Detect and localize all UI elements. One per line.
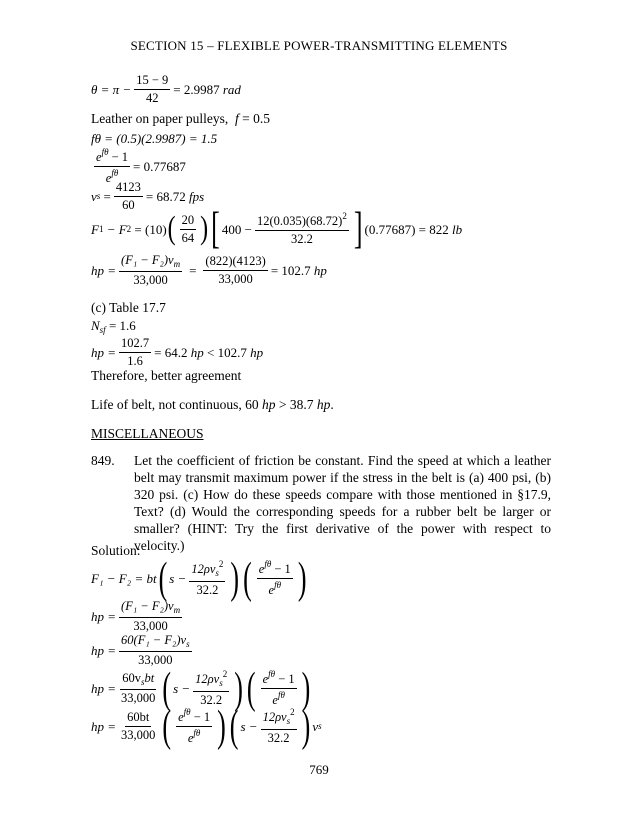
equation-exp-ratio: $\frac{e^{f\theta} - 1}{e^{f\theta}}$ = 0.77687 [96, 147, 186, 186]
fraction: $\frac{e^{f\theta} - 1}{e^{f\theta}}$ [262, 669, 295, 708]
fraction: $\frac{102.7}{1.6}$ [121, 336, 150, 369]
problem-number: 849. [91, 453, 115, 468]
eq-lhs: θ = π − [91, 82, 132, 98]
text-solution: Solution: [91, 543, 141, 558]
equation-f1-f2: F 1 − F 2 = (10) ( $\frac{20}{64}$ ) [ 400 − $\frac{12(0.035)(68.72)^2}{32.2}$ ] (0.77687) = 822 lb [91, 203, 463, 253]
fraction: $\frac{e^{f\theta} - 1}{e^{f\theta}}$ [258, 559, 291, 598]
section-header: SECTION 15 – FLEXIBLE POWER-TRANSMITTING ELEMENTS [130, 38, 508, 53]
equation-solution-1: F₁ − F₂ = bt ( s − $\frac{12\rho v_s^2}{32.2}$ ) ( $\frac{e^{f\theta} - 1}{e^{f\theta}}$ ) [91, 553, 307, 603]
fraction: $\frac{(F_1 - F_2)v_m}{33,000}$ [121, 599, 181, 634]
fraction: $\frac{(F_1 - F_2)v_m}{33,000}$ [121, 253, 181, 288]
equation-theta: θ = π − $\frac{15 - 9}{42}$ = 2.9987 rad [91, 73, 241, 106]
equation-hp-table: hp = $\frac{102.7}{1.6}$ = 64.2 hp < 102.7 hp [91, 336, 264, 369]
fraction: $\frac{60v_sbt}{33,000}$ [121, 670, 156, 706]
fraction: $\frac{e^{f\theta} - 1}{e^{f\theta}}$ [178, 707, 211, 746]
fraction: $\frac{e^{f\theta} - 1}{e^{f\theta}}$ [96, 147, 129, 186]
fraction: $\frac{20}{64}$ [181, 212, 195, 245]
problem-text: Let the coefficient of friction be constant. Find the speed at which a leather belt may transmit maximum power if the stress in the belt is (a) 400 psi, (b) 320 psi. (c) How do these speeds compare with those mentioned in §17.9, Text? (d) Would the corresponding speeds for a rubber belt be larger or smaller? (HINT: Try the first derivative of the power with respect to velocity.) [134, 453, 551, 553]
text-life: Life of belt, not continuous, 60 hp > 38.7 hp. [91, 397, 334, 412]
text-part-c: (c) Table 17.7 [91, 300, 166, 315]
fraction: $\frac{(822)(4123)}{33,000}$ [205, 254, 266, 287]
equation-solution-5: hp = $\frac{60bt}{33,000}$ ( $\frac{e^{f\theta} - 1}{e^{f\theta}}$ ) ( s − $\frac{12\rho v_s^2}{32.2}$ ) v s [91, 701, 322, 751]
equation-solution-3: hp = $\frac{60(F_1 - F_2)v_s}{33,000}$ [91, 633, 190, 668]
fraction: $\frac{12(0.035)(68.72)^2}{32.2}$ [256, 211, 347, 247]
text-therefore: Therefore, better agreement [91, 368, 242, 383]
heading-miscellaneous: MISCELLANEOUS [91, 426, 204, 441]
equation-hp-result: hp = $\frac{(F_1 - F_2)v_m}{33,000}$ = $\frac{(822)(4123)}{33,000}$ = 102.7 hp [91, 253, 327, 288]
equation-solution-4: hp = $\frac{60v_sbt}{33,000}$ ( s − $\frac{12\rho v_s^2}{32.2}$ ) ( $\frac{e^{f\theta} - 1}{e^{f\theta}}$ ) [91, 663, 311, 713]
fraction: $\frac{12\rho v_s^2}{32.2}$ [195, 669, 228, 707]
equation-solution-2: hp = $\frac{(F_1 - F_2)v_m}{33,000}$ [91, 599, 181, 634]
equation-nsf: $N_{sf} = 1.6$ [91, 318, 136, 335]
problem-849 [91, 452, 551, 554]
fraction: $\frac{12\rho v_s^2}{32.2}$ [191, 559, 224, 597]
fraction: $\frac{60bt}{33,000}$ [121, 710, 156, 743]
fraction: $\frac{12\rho v_s^2}{32.2}$ [262, 707, 295, 745]
page-number: 769 [309, 762, 329, 777]
equation-ftheta: fθ = (0.5)(2.9987) = 1.5 [91, 131, 218, 146]
fraction: $\frac{60(F_1 - F_2)v_s}{33,000}$ [121, 633, 190, 668]
equation-vs: v s = $\frac{4123}{60}$ = 68.72 fps [91, 180, 205, 213]
text-leather: Leather on paper pulleys, f = 0.5 [91, 111, 270, 126]
fraction: $\frac{15 - 9}{42}$ [136, 73, 169, 106]
fraction: $\frac{4123}{60}$ [115, 180, 141, 213]
